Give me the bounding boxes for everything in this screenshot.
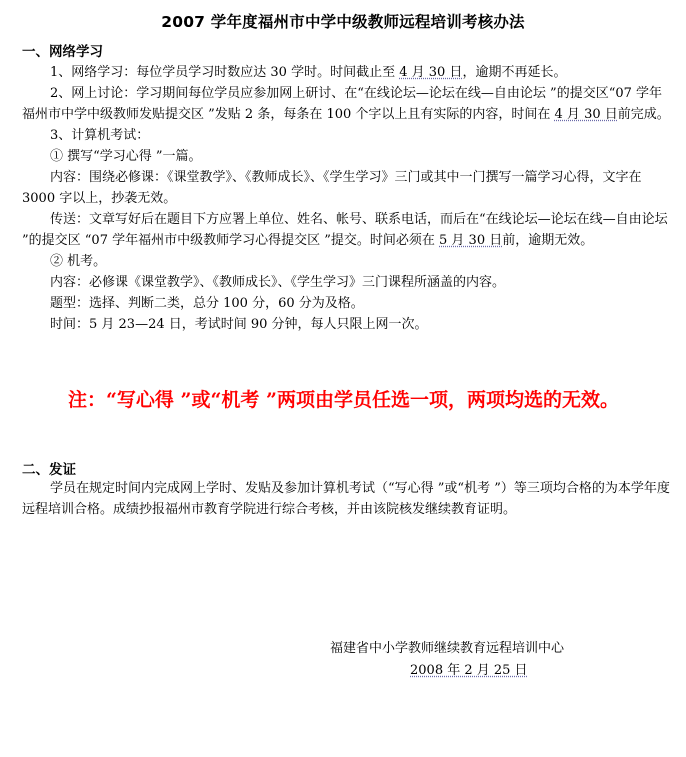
item1-suffix: ，逾期不再延长。: [462, 65, 567, 80]
transfer-text: 传送：文章写好后在题目下方应署上单位、姓名、帐号、联系电话，而后在“在线论坛—论坛在线—自由论坛 ”的提交区 “07 学年福州市中级教师学习心得提交区 ”提交。时间必须在: [22, 212, 668, 248]
item1-deadline-date: 4 月 30 日: [399, 65, 463, 80]
section-heading-online-learning: 一、网络学习: [22, 44, 103, 60]
item-computer-exam-heading: 3、计算机考试：: [50, 128, 150, 143]
transfer-deadline-date: 5 月 30 日: [439, 233, 503, 248]
note-content: 注：“写心得 ”或“机考 ”两项由学员任选一项，两项均选的无效。: [68, 389, 619, 411]
item1-prefix: 1、网络学习：每位学员学习时数应达 30 学时。时间截止至: [50, 65, 400, 80]
option-write-essay-content: 内容：围绕必修课：《课堂教学》、《教师成长》、《学生学习》三门或其中一门撰写一篇学习心得，文字在 3000 字以上，抄袭无效。: [22, 170, 642, 206]
section-certificate-body: [22, 478, 670, 520]
option-write-essay-label: ① 撰写“学习心得 ”一篇。: [50, 149, 202, 164]
signature-date: 2008 年 2 月 25 日: [410, 663, 528, 678]
certificate-text: 学员在规定时间内完成网上学时、发贴及参加计算机考试（“写心得 ”或“机考 ”）等三项均合格的为本学年度远程培训合格。成绩抄报福州市教育学院进行综合考核，并由该院核发继续教育证明。: [22, 481, 670, 517]
item2-deadline-date: 4 月 30 日: [554, 107, 618, 122]
option-write-essay-transfer: [22, 209, 670, 251]
item2-text: 2、网上讨论：学习期间每位学员应参加网上研讨、在“在线论坛—论坛在线—自由论坛 ”的提交区“07 学年福州市中学中级教师发贴提交区 ”发贴 2 条，每条在 100 个字以上且有实际的内容，时间在: [22, 86, 663, 122]
item-online-hours: [22, 62, 670, 83]
section-online-learning-body: [22, 62, 670, 335]
option-machine-exam-content: 内容：必修课《课堂教学》、《教师成长》、《学生学习》三门课程所涵盖的内容。: [50, 275, 506, 290]
option-machine-exam-time: 时间：5 月 23—24 日，考试时间 90 分钟，每人只限上网一次。: [50, 317, 428, 332]
item-online-discussion: [22, 83, 670, 125]
notice-text: [22, 380, 672, 420]
option-machine-exam-label: ② 机考。: [50, 254, 107, 269]
document-title: 2007 学年度福州市中学中级教师远程培训考核办法: [161, 13, 525, 31]
signature-org: 福建省中小学教师继续教育远程培训中心: [330, 641, 565, 656]
item2-suffix: 前完成。: [617, 107, 670, 122]
signature-date-row: [330, 660, 660, 682]
section-heading-certificate: 二、发证: [22, 462, 76, 478]
signature-block: [330, 638, 660, 682]
option-machine-exam-type: 题型：选择、判断二类，总分 100 分，60 分为及格。: [50, 296, 364, 311]
transfer-suffix: 前，逾期无效。: [502, 233, 594, 248]
